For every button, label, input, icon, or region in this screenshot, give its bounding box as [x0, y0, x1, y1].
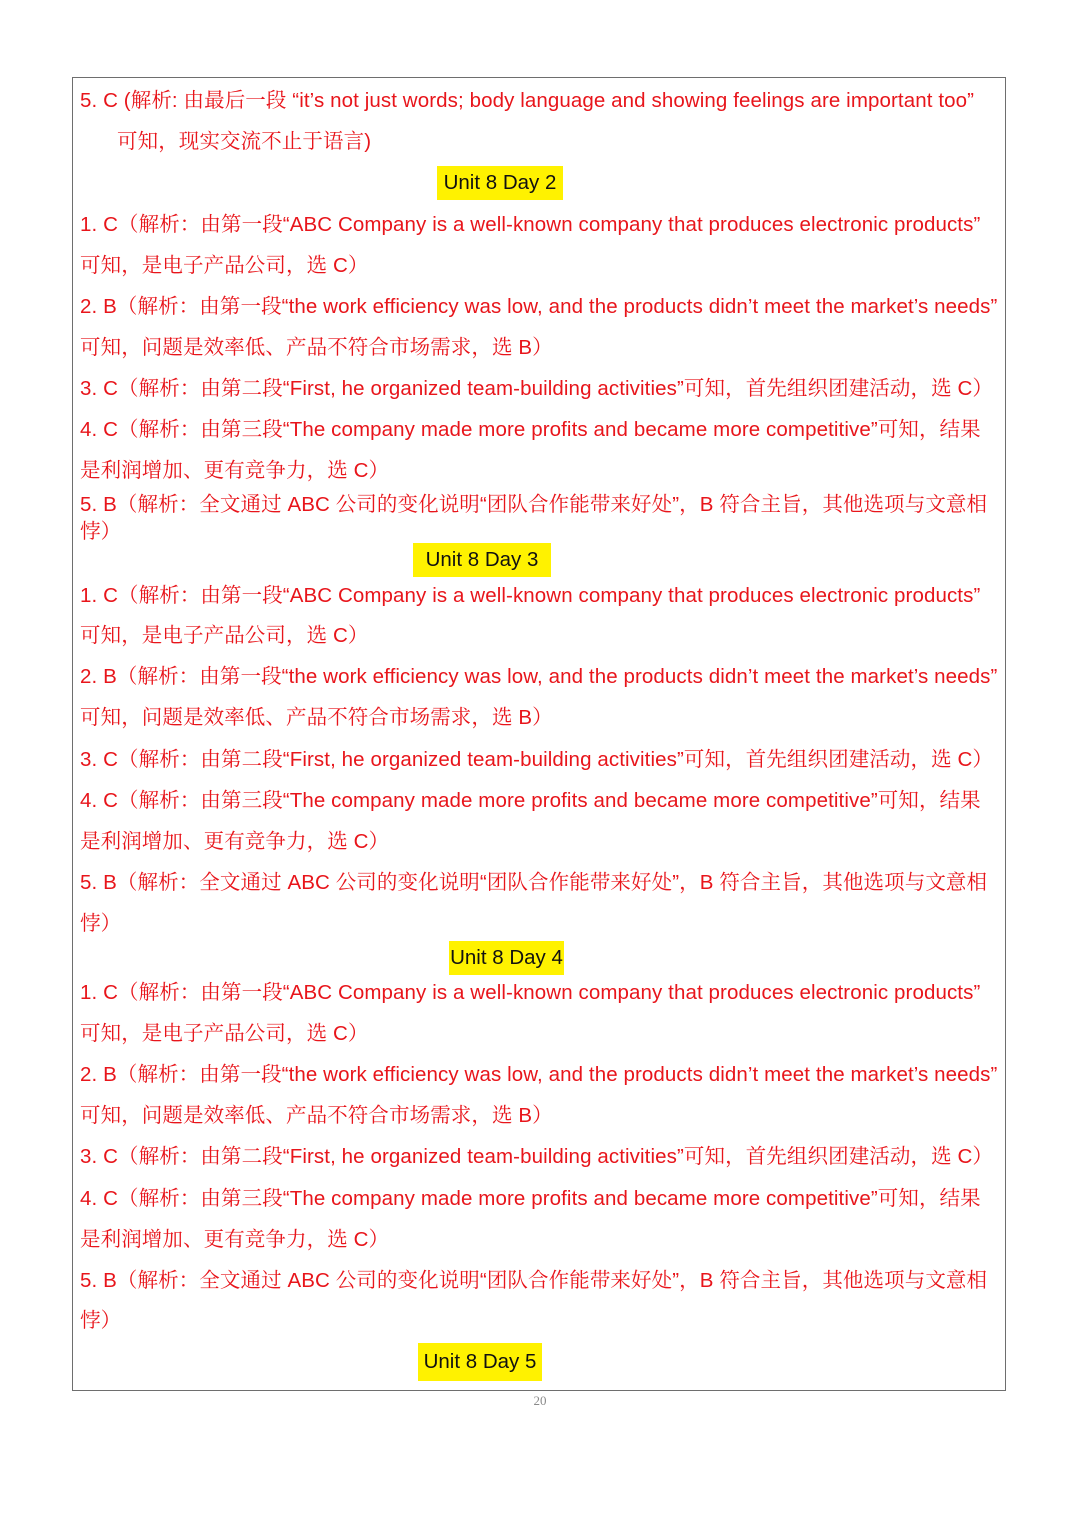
answer-line: 是利润增加、更有竞争力，选 C）	[80, 459, 390, 482]
answer-line: 5. B（解析：全文通过 ABC 公司的变化说明“团队合作能带来好处”，B 符合主旨，其他选项与文意相	[80, 493, 988, 516]
answer-line: 2. B（解析：由第一段“the work efficiency was low, and the products didn’t meet the market’s needs”	[80, 295, 998, 318]
answer-line: 是利润增加、更有竞争力，选 C）	[80, 1228, 390, 1251]
answer-line: 可知，问题是效率低、产品不符合市场需求，选 B）	[80, 706, 553, 729]
answer-line: 可知，是电子产品公司，选 C）	[80, 624, 369, 647]
section-heading: Unit 8 Day 2	[437, 166, 563, 200]
answer-line: 4. C（解析：由第三段“The company made more profits and became more competitive”可知，结果	[80, 1187, 981, 1210]
answer-line: 可知，是电子产品公司，选 C）	[80, 1022, 369, 1045]
answer-line: 可知，是电子产品公司，选 C）	[80, 254, 369, 277]
answer-line: 1. C（解析：由第一段“ABC Company is a well-known company that produces electronic products”	[80, 981, 981, 1004]
answer-line: 可知，问题是效率低、产品不符合市场需求，选 B）	[80, 1104, 553, 1127]
answer-line: 3. C（解析：由第二段“First, he organized team-building activities”可知，首先组织团建活动，选 C）	[80, 1145, 993, 1168]
answer-line: 悖）	[80, 520, 122, 543]
answer-line: 2. B（解析：由第一段“the work efficiency was low, and the products didn’t meet the market’s needs”	[80, 665, 998, 688]
section-heading: Unit 8 Day 4	[449, 941, 564, 975]
section-heading: Unit 8 Day 3	[413, 543, 551, 577]
answer-line: 1. C（解析：由第一段“ABC Company is a well-known company that produces electronic products”	[80, 213, 981, 236]
answer-line: 2. B（解析：由第一段“the work efficiency was low, and the products didn’t meet the market’s needs”	[80, 1063, 998, 1086]
answer-line: 可知，现实交流不止于语言)	[117, 130, 372, 153]
section-heading: Unit 8 Day 5	[418, 1343, 542, 1381]
answer-line: 4. C（解析：由第三段“The company made more profits and became more competitive”可知，结果	[80, 418, 981, 441]
answer-line: 1. C（解析：由第一段“ABC Company is a well-known company that produces electronic products”	[80, 584, 981, 607]
answer-line: 5. B（解析：全文通过 ABC 公司的变化说明“团队合作能带来好处”，B 符合主旨，其他选项与文意相	[80, 1269, 988, 1292]
answer-line: 3. C（解析：由第二段“First, he organized team-building activities”可知，首先组织团建活动，选 C）	[80, 377, 993, 400]
answer-line: 5. B（解析：全文通过 ABC 公司的变化说明“团队合作能带来好处”，B 符合主旨，其他选项与文意相	[80, 871, 988, 894]
answer-line: 可知，问题是效率低、产品不符合市场需求，选 B）	[80, 336, 553, 359]
answer-line: 是利润增加、更有竞争力，选 C）	[80, 830, 390, 853]
page-number: 20	[533, 1393, 547, 1408]
answer-line: 3. C（解析：由第二段“First, he organized team-building activities”可知，首先组织团建活动，选 C）	[80, 748, 993, 771]
answer-line: 5. C (解析: 由最后一段 “it’s not just words; body language and showing feelings are important too”	[80, 89, 975, 112]
answer-line: 悖）	[80, 1309, 122, 1332]
answer-line: 4. C（解析：由第三段“The company made more profits and became more competitive”可知，结果	[80, 789, 981, 812]
answer-line: 悖）	[80, 912, 122, 935]
